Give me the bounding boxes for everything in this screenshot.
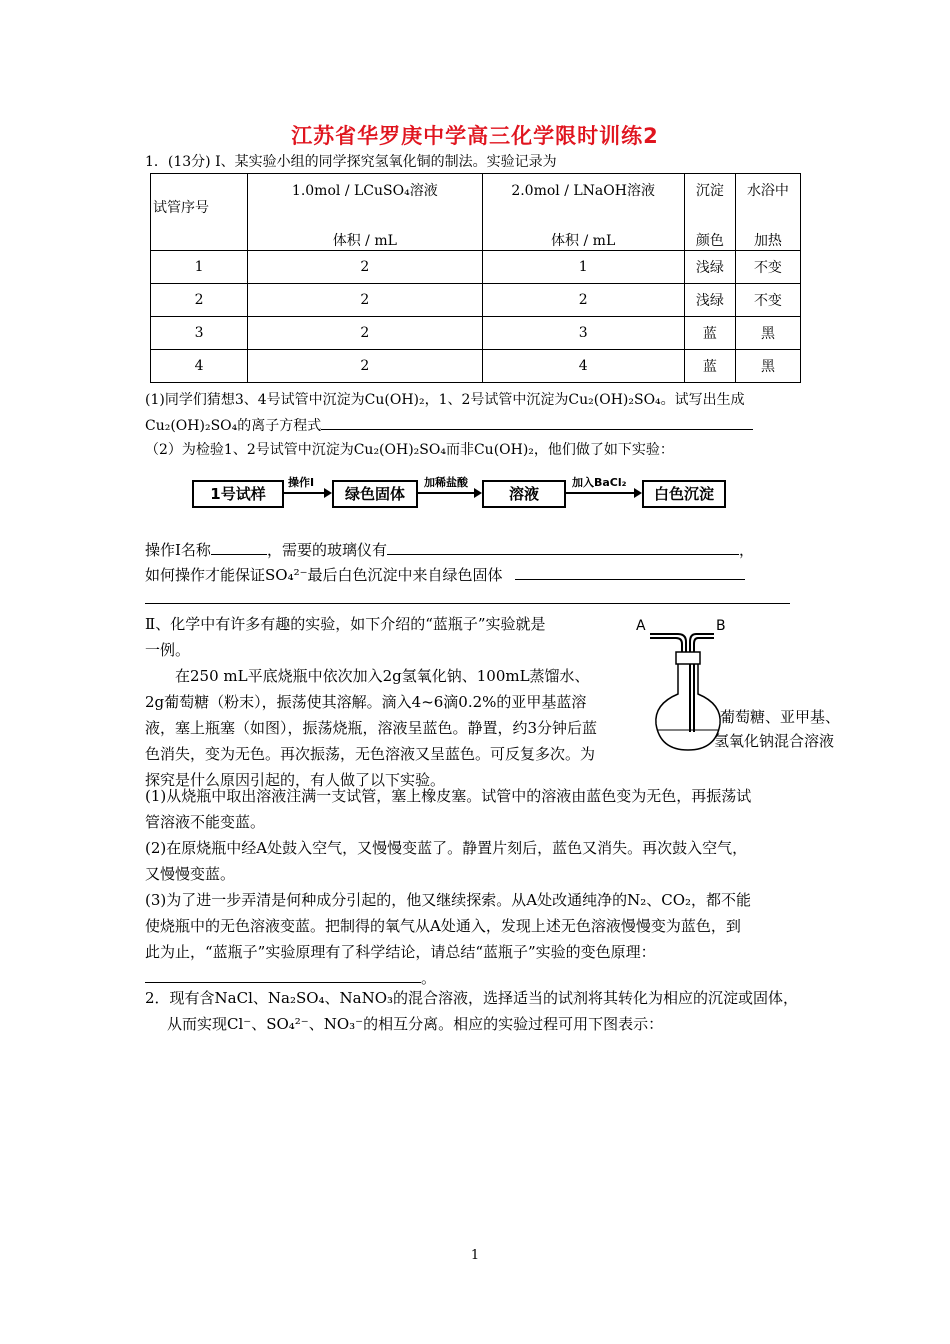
q1-part2-intro: （2）为检验1、2号试管中沉淀为Cu₂(OH)₂SO₄而非Cu(OH)₂，他们做了如下实验： bbox=[145, 442, 674, 458]
table-row bbox=[151, 251, 801, 284]
page-title: 江苏省华罗庚中学高三化学限时训练2 bbox=[291, 124, 659, 148]
part2-para-line: 在250 mL平底烧瓶中依次加入2g氢氧化钠、100mL蒸馏水、 bbox=[175, 667, 590, 685]
how-question: 如何操作才能保证SO₄²⁻最后白色沉淀中来自绿色固体 bbox=[145, 566, 503, 584]
header-naoh-volume: 体积 / mL bbox=[551, 233, 616, 249]
answer-blank-op-name[interactable] bbox=[211, 538, 267, 555]
answer-blank-glassware[interactable] bbox=[387, 538, 739, 555]
figure-caption-1: 葡萄糖、亚甲基、 bbox=[720, 708, 841, 726]
answer-blank-how[interactable] bbox=[515, 563, 745, 580]
step2-line: 又慢慢变蓝。 bbox=[145, 865, 236, 883]
header-cuso4-concentration: 1.0mol / LCuSO₄溶液 bbox=[291, 183, 438, 199]
cell-tube: 4 bbox=[151, 350, 248, 383]
part2-para-line: 探究是什么原因引起的，有人做了以下实验。 bbox=[145, 771, 446, 789]
flow-arrow-1 bbox=[282, 492, 330, 494]
flow-diagram bbox=[190, 474, 770, 514]
step1-line: (1)从烧瓶中取出溶液注满一支试管，塞上橡皮塞。试管中的溶液由蓝色变为无色，再振荡试 bbox=[145, 787, 752, 805]
cell-cuso4: 2 bbox=[248, 317, 482, 350]
cell-bath: 黑 bbox=[735, 350, 800, 383]
table-header-row bbox=[151, 174, 801, 251]
step2-line: (2)在原烧瓶中经A处鼓入空气，又慢慢变蓝了。静置片刻后，蓝色又消失。再次鼓入空气， bbox=[145, 839, 748, 857]
step1-line: 管溶液不能变蓝。 bbox=[145, 813, 266, 831]
cell-naoh: 1 bbox=[482, 251, 684, 284]
header-tube: 试管序号 bbox=[153, 200, 209, 216]
header-cuso4-volume: 体积 / mL bbox=[332, 233, 397, 249]
op-name-label: 操作Ⅰ名称 bbox=[145, 541, 211, 559]
cell-bath: 黑 bbox=[735, 317, 800, 350]
cell-naoh: 2 bbox=[482, 284, 684, 317]
flow-box-sample: 1号试样 bbox=[192, 480, 284, 508]
op-name-line bbox=[145, 538, 754, 562]
how-line bbox=[145, 563, 745, 587]
cell-cuso4: 2 bbox=[248, 251, 482, 284]
cell-naoh: 4 bbox=[482, 350, 684, 383]
page-number: 1 bbox=[470, 1248, 480, 1263]
table-row bbox=[151, 284, 801, 317]
label-a: A bbox=[636, 618, 646, 634]
cell-cuso4: 2 bbox=[248, 284, 482, 317]
flow-box-white-precipitate: 白色沉淀 bbox=[642, 480, 726, 508]
op-comma: ， bbox=[738, 541, 754, 559]
part2-intro-line2: 一例。 bbox=[145, 641, 191, 659]
q2-line2: 从而实现Cl⁻、SO₄²⁻、NO₃⁻的相互分离。相应的实验过程可用下图表示： bbox=[167, 1015, 664, 1033]
part2-para-line: 2g葡萄糖（粉末），振荡使其溶解。滴入4~6滴0.2%的亚甲基蓝溶 bbox=[145, 693, 587, 711]
cell-color: 蓝 bbox=[684, 350, 735, 383]
step3-line: 此为止，“蓝瓶子”实验原理有了科学结论，请总结“蓝瓶子”实验的变色原理： bbox=[145, 943, 656, 961]
experiment-table bbox=[150, 173, 801, 383]
answer-blank-principle[interactable] bbox=[145, 966, 421, 983]
label-b: B bbox=[716, 618, 726, 634]
part2-intro bbox=[145, 611, 625, 793]
flow-box-green-solid: 绿色固体 bbox=[332, 480, 418, 508]
part2-para-line: 液，塞上瓶塞（如图），振荡烧瓶，溶液呈蓝色。静置，约3分钟后蓝 bbox=[145, 719, 598, 737]
header-bath-2: 加热 bbox=[753, 233, 782, 249]
q1-part1-line2 bbox=[145, 413, 753, 438]
flow-arrow-3 bbox=[566, 492, 640, 494]
cell-bath: 不变 bbox=[735, 284, 800, 317]
cell-cuso4: 2 bbox=[248, 350, 482, 383]
cell-naoh: 3 bbox=[482, 317, 684, 350]
step3-period: 。 bbox=[421, 969, 437, 987]
figure-caption-2: 氢氧化钠混合溶液 bbox=[714, 732, 835, 750]
step2 bbox=[145, 835, 815, 887]
answer-blank-how-cont[interactable] bbox=[145, 603, 790, 604]
q1-part1-line1: (1)同学们猜想3、4号试管中沉淀为Cu(OH)₂，1、2号试管中沉淀为Cu₂(OH)₂SO₄。试写出生成 bbox=[145, 392, 745, 408]
q2-line1: 2．现有含NaCl、Na₂SO₄、NaNO₃的混合溶液，选择适当的试剂将其转化为相应的沉淀或固体， bbox=[145, 989, 799, 1007]
part2-para-line: 色消失，变为无色。再次振荡，无色溶液又呈蓝色。可反复多次。为 bbox=[145, 745, 596, 763]
header-color-2: 颜色 bbox=[695, 233, 724, 249]
flow-arrow-2 bbox=[418, 492, 480, 494]
cell-bath: 不变 bbox=[735, 251, 800, 284]
step3-line: 使烧瓶中的无色溶液变蓝。把制得的氧气从A处通入，发现上述无色溶液慢慢变为蓝色，到 bbox=[145, 917, 741, 935]
header-color: 沉淀 bbox=[695, 183, 724, 199]
flow-box-solution: 溶液 bbox=[482, 480, 566, 508]
cell-tube: 3 bbox=[151, 317, 248, 350]
flow-label-bacl2: 加入BaCl₂ bbox=[572, 476, 627, 489]
cell-color: 蓝 bbox=[684, 317, 735, 350]
cell-tube: 2 bbox=[151, 284, 248, 317]
part2-intro-line1: Ⅱ、化学中有许多有趣的实验，如下介绍的“蓝瓶子”实验就是 bbox=[145, 615, 546, 633]
question-2 bbox=[145, 985, 825, 1037]
q1-intro: 1．(13分) Ⅰ、某实验小组的同学探究氢氧化铜的制法。实验记录为 bbox=[145, 154, 557, 170]
step3 bbox=[145, 887, 815, 991]
answer-blank-equation[interactable] bbox=[321, 413, 753, 430]
table-row bbox=[151, 350, 801, 383]
flask-figure bbox=[630, 612, 870, 762]
flow-label-op1: 操作Ⅰ bbox=[288, 476, 315, 489]
header-naoh-concentration: 2.0mol / LNaOH溶液 bbox=[511, 183, 655, 199]
cell-color: 浅绿 bbox=[684, 251, 735, 284]
cell-tube: 1 bbox=[151, 251, 248, 284]
table-row bbox=[151, 317, 801, 350]
cell-color: 浅绿 bbox=[684, 284, 735, 317]
flow-label-hcl: 加稀盐酸 bbox=[424, 476, 468, 489]
step3-line: (3)为了进一步弄清是何种成分引起的，他又继续探索。从A处改通纯净的N₂、CO₂，都不能 bbox=[145, 891, 752, 909]
q1-part1-line2-text: Cu₂(OH)₂SO₄的离子方程式 bbox=[145, 418, 322, 434]
header-bath: 水浴中 bbox=[746, 183, 789, 199]
step1 bbox=[145, 783, 815, 835]
op-glass-label: ，需要的玻璃仪有 bbox=[266, 541, 387, 559]
